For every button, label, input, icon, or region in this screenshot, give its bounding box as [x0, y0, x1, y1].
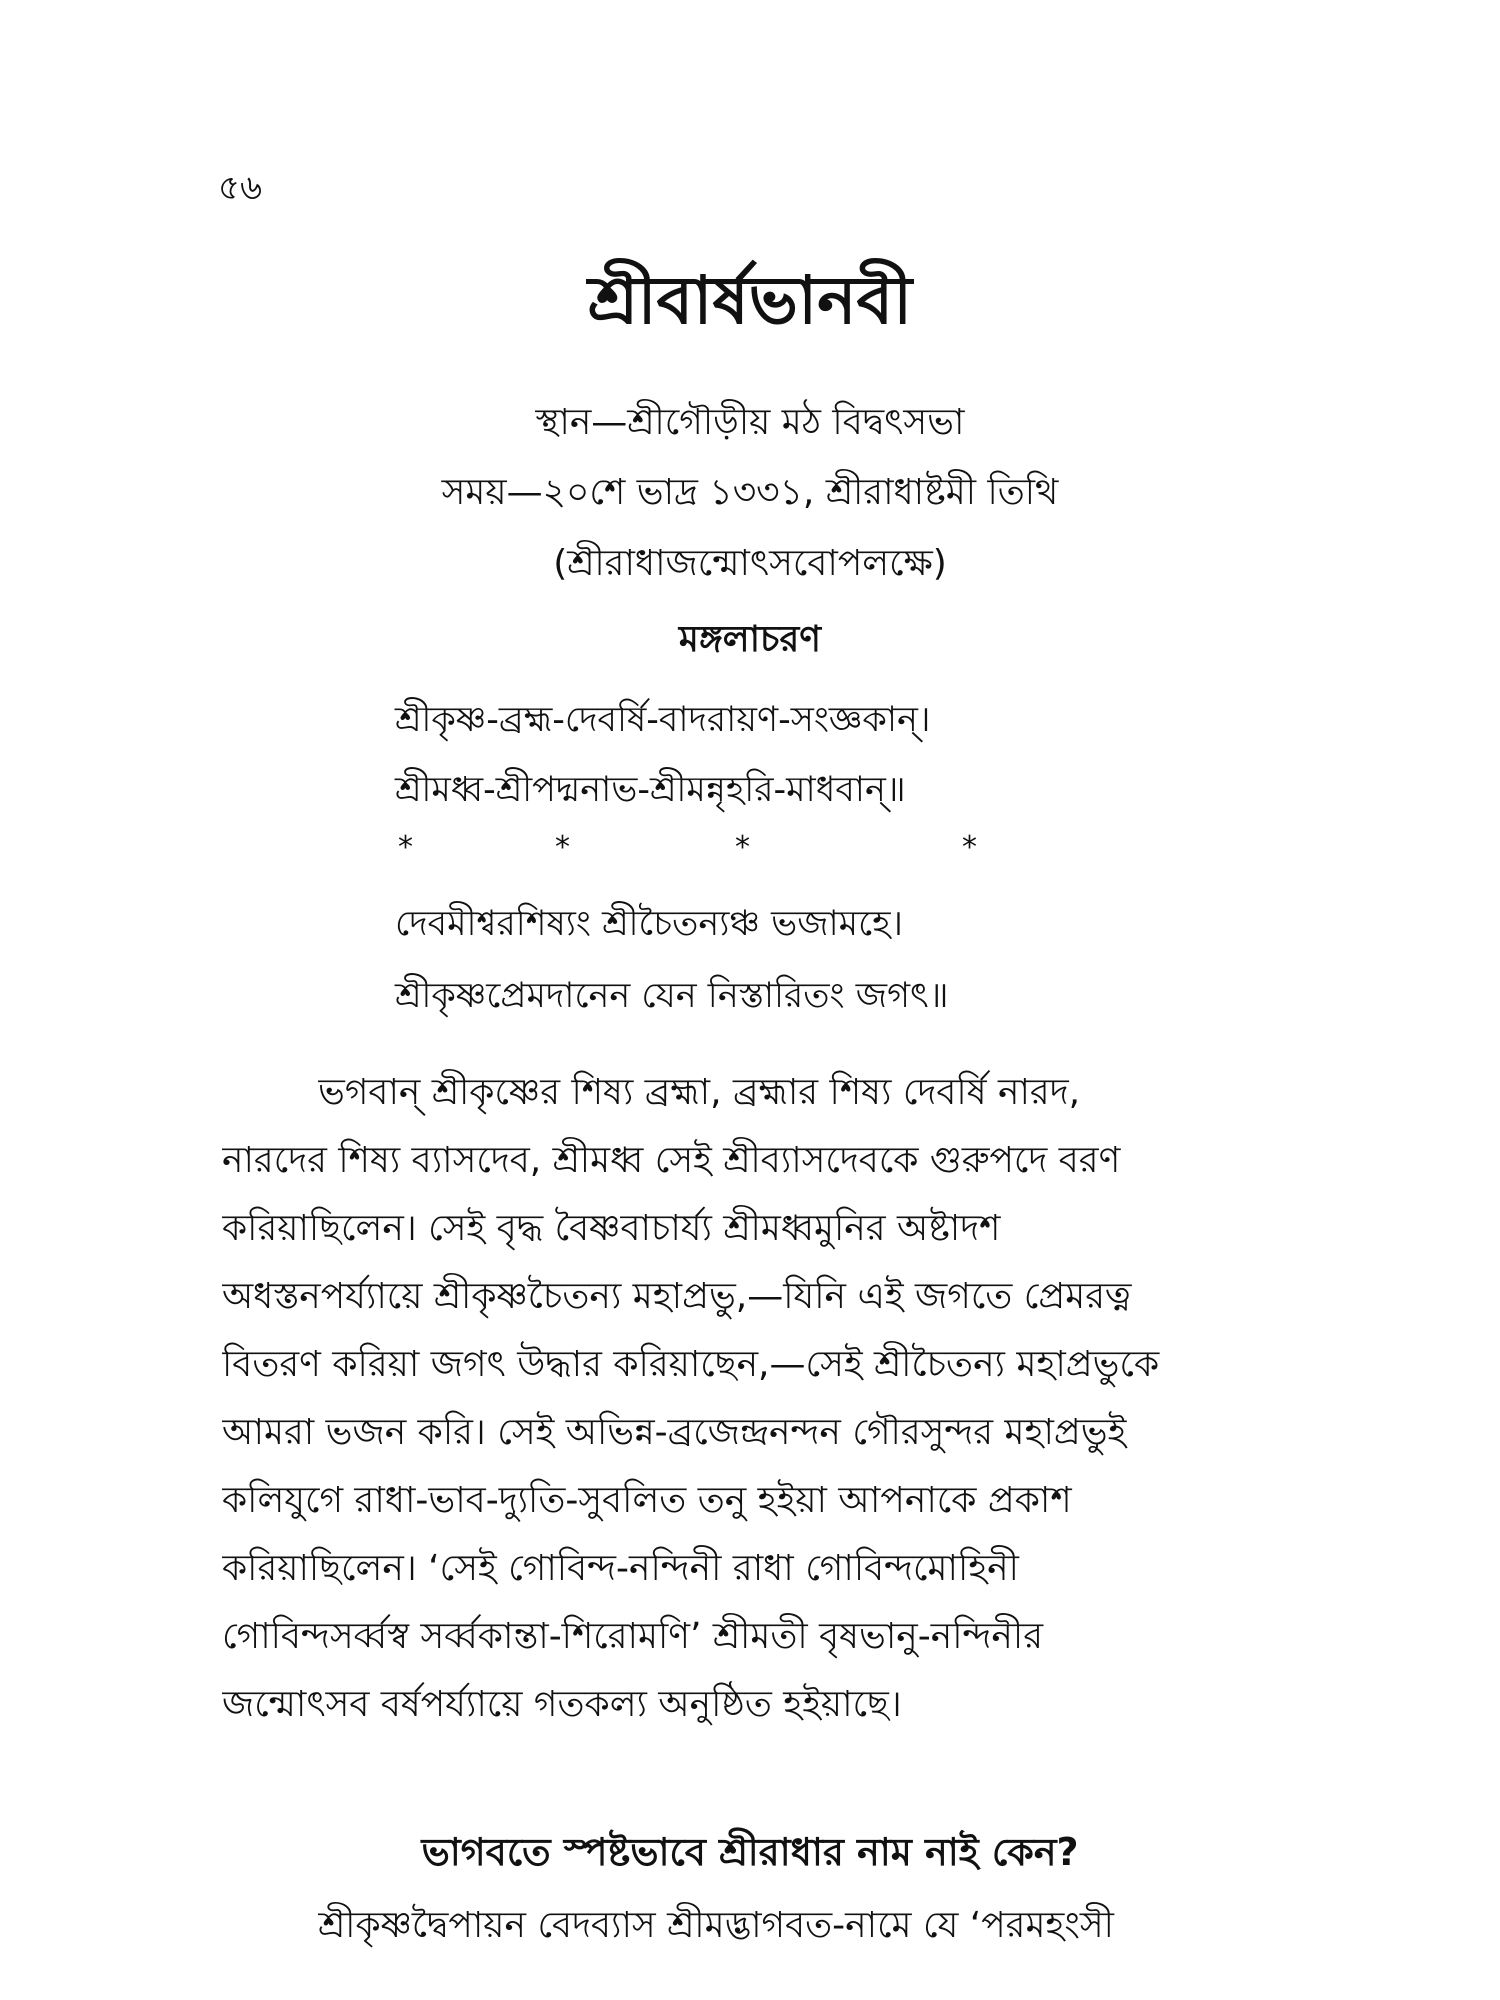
paragraph-line: বিতরণ করিয়া জগৎ উদ্ধার করিয়াছেন,—সেই শ্রীচৈতন্য মহাপ্রভুকে [222, 1344, 1160, 1385]
verse-separator [0, 830, 1500, 870]
separator-asterisk: * [398, 830, 413, 865]
page-title: শ্রীবার্ষভানবী [587, 262, 913, 339]
paragraph-line: নারদের শিষ্য ব্যাসদেব, শ্রীমধ্ব সেই শ্রীব্যাসদেবকে গুরুপদে বরণ [222, 1140, 1121, 1181]
verse-line: শ্রীমধ্ব-শ্রীপদ্মনাভ-শ্রীমন্নৃহরি-মাধবান্॥ [395, 770, 906, 810]
verse-line: শ্রীকৃষ্ণপ্রেমদানেন যেন নিস্তারিতং জগৎ॥ [395, 976, 949, 1016]
paragraph-line: গোবিন্দসর্ব্বস্ব সর্ব্বকান্তা-শিরোমণি’ শ্রীমতী বৃষভানু-নন্দিনীর [222, 1616, 1044, 1657]
paragraph-line: ভগবান্ শ্রীকৃষ্ণের শিষ্য ব্রহ্মা, ব্রহ্মার শিষ্য দেবর্ষি নারদ, [318, 1072, 1081, 1113]
meta-place: স্থান—শ্রীগৌড়ীয় মঠ বিদ্বৎসভা [535, 402, 965, 443]
paragraph-line: অধস্তনপর্য্যায়ে শ্রীকৃষ্ণচৈতন্য মহাপ্রভু,—যিনি এই জগতে প্রেমরত্ন [222, 1276, 1132, 1317]
meta-occasion: (শ্রীরাধাজন্মোৎসবোপলক্ষে) [553, 543, 947, 584]
paragraph-line: কলিযুগে রাধা-ভাব-দ্যুতি-সুবলিত তনু হইয়া আপনাকে প্রকাশ [222, 1480, 1072, 1521]
meta-time: সময়—২০শে ভাদ্র ১৩৩১, শ্রীরাধাষ্টমী তিথি [441, 472, 1059, 513]
question-heading: ভাগবতে স্পষ্টভাবে শ্রীরাধার নাম নাই কেন? [421, 1830, 1079, 1874]
section-heading: মঙ্গলাচরণ [678, 619, 822, 660]
paragraph-line: আমরা ভজন করি। সেই অভিন্ন-ব্রজেন্দ্রনন্দন গৌরসুন্দর মহাপ্রভুই [222, 1412, 1127, 1453]
paragraph-line: করিয়াছিলেন। ‘সেই গোবিন্দ-নন্দিনী রাধা গোবিন্দমোহিনী [222, 1548, 1019, 1589]
separator-asterisk: * [735, 830, 750, 865]
paragraph-line: করিয়াছিলেন। সেই বৃদ্ধ বৈষ্ণবাচার্য্য শ্রীমধ্বমুনির অষ্টাদশ [222, 1208, 1001, 1249]
separator-asterisk: * [555, 830, 570, 865]
verse-line: শ্রীকৃষ্ণ-ব্রহ্ম-দেবর্ষি-বাদরায়ণ-সংজ্ঞকান্। [395, 700, 931, 740]
verse-line: দেবমীশ্বরশিষ্যং শ্রীচৈতন্যঞ্চ ভজামহে। [395, 904, 904, 944]
paragraph-line: জন্মোৎসব বর্ষপর্য্যায়ে গতকল্য অনুষ্ঠিত হইয়াছে। [222, 1684, 902, 1725]
paragraph-line: শ্রীকৃষ্ণদ্বৈপায়ন বেদব্যাস শ্রীমদ্ভাগবত-নামে যে ‘পরমহংসী [318, 1905, 1114, 1946]
separator-asterisk: * [962, 830, 977, 865]
page-number: ৫৬ [218, 168, 263, 208]
